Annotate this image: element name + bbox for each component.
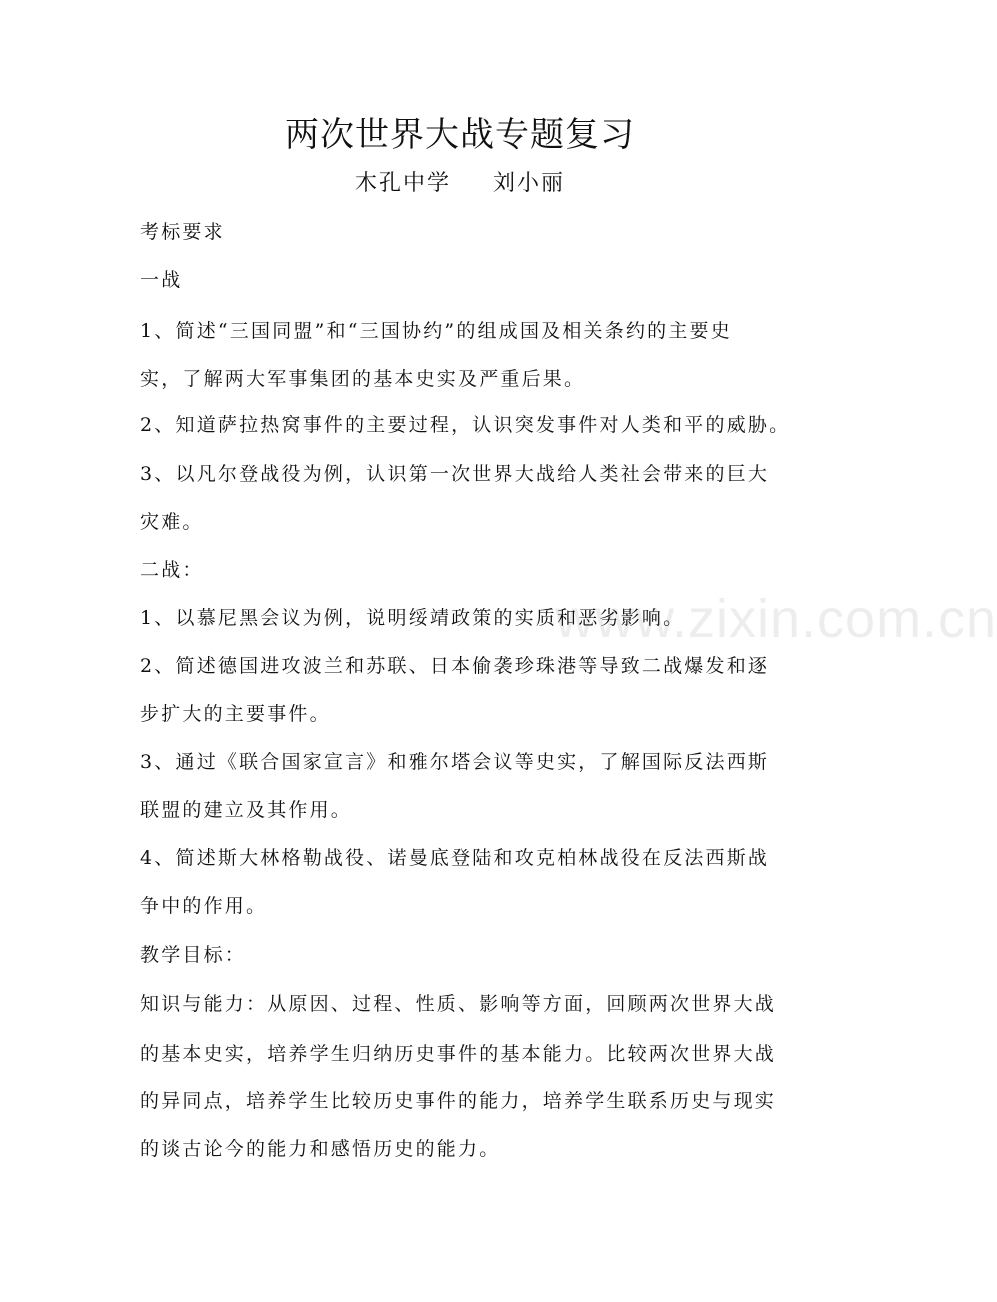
document-title: 两次世界大战专题复习	[285, 115, 635, 155]
text-line: 的谈古论今的能力和感悟历史的能力。	[140, 1138, 501, 1160]
text-line: 1、以慕尼黑会议为例，说明绥靖政策的实质和恶劣影响。	[140, 607, 685, 629]
text-line: 知识与能力：从原因、过程、性质、影响等方面，回顾两次世界大战	[140, 993, 777, 1015]
watermark: www.zixin.com.cn	[555, 589, 997, 649]
text-line: 步扩大的主要事件。	[140, 703, 331, 725]
text-line: 3、以凡尔登战役为例，认识第一次世界大战给人类社会带来的巨大	[140, 463, 770, 485]
text-line: 3、通过《联合国家宣言》和雅尔塔会议等史实，了解国际反法西斯	[140, 751, 770, 773]
section-heading-ww2: 二战：	[140, 559, 204, 581]
section-heading-ww1: 一战	[140, 269, 183, 291]
school-name: 木孔中学	[354, 171, 451, 196]
text-line: 2、知道萨拉热窝事件的主要过程，认识突发事件对人类和平的威胁。	[140, 414, 791, 436]
text-line: 联盟的建立及其作用。	[140, 799, 353, 821]
section-heading-exam-requirements: 考标要求	[140, 221, 225, 243]
text-line: 的异同点，培养学生比较历史事件的能力，培养学生联系历史与现实	[140, 1090, 777, 1112]
text-line: 实，了解两大军事集团的基本史实及严重后果。	[140, 368, 586, 390]
section-heading-teaching-goals: 教学目标：	[140, 944, 247, 966]
text-line: 1、简述“三国同盟”和“三国协约”的组成国及相关条约的主要史	[140, 320, 732, 342]
document-subtitle	[0, 166, 920, 202]
text-line: 灾难。	[140, 511, 204, 533]
text-line: 4、简述斯大林格勒战役、诺曼底登陆和攻克柏林战役在反法西斯战	[140, 847, 770, 869]
text-line: 的基本史实，培养学生归纳历史事件的基本能力。比较两次世界大战	[140, 1043, 777, 1065]
text-line: 争中的作用。	[140, 895, 268, 917]
author-name: 刘小丽	[493, 171, 566, 196]
text-line: 2、简述德国进攻波兰和苏联、日本偷袭珍珠港等导致二战爆发和逐	[140, 655, 770, 677]
